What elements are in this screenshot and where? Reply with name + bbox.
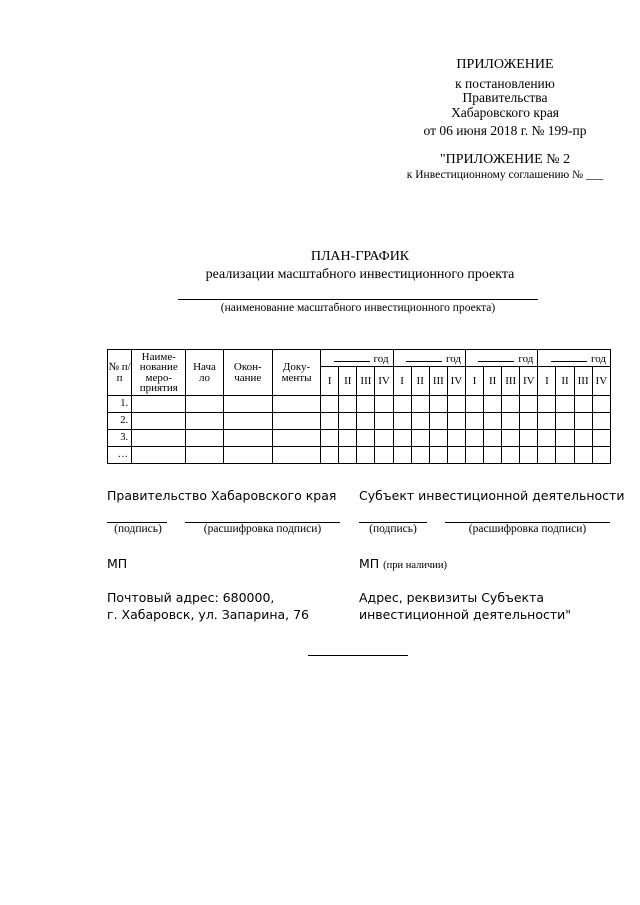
table-cell xyxy=(321,413,339,430)
table-cell xyxy=(375,447,393,464)
table-cell xyxy=(465,430,483,447)
row-number: … xyxy=(108,447,132,464)
table-cell xyxy=(393,447,411,464)
table-row xyxy=(108,413,611,430)
quarter-header: III xyxy=(357,367,375,396)
header-start: Нача ло xyxy=(186,350,223,396)
table-cell xyxy=(538,430,556,447)
table-cell xyxy=(520,430,538,447)
table-cell xyxy=(502,430,520,447)
appendix-line-1: к постановлению xyxy=(455,75,555,91)
table-cell xyxy=(223,413,272,430)
table-cell xyxy=(556,447,574,464)
project-name-line xyxy=(178,299,538,300)
right-address-line-1: Адрес, реквизиты Субъекта xyxy=(359,590,545,605)
quarter-header: IV xyxy=(447,367,465,396)
seal-note: (при наличии) xyxy=(383,560,448,571)
table-cell xyxy=(556,396,574,413)
table-cell xyxy=(375,413,393,430)
appendix-2-title: "ПРИЛОЖЕНИЕ № 2 xyxy=(439,152,571,167)
table-row xyxy=(108,430,611,447)
table-cell xyxy=(502,413,520,430)
table-cell xyxy=(429,413,447,430)
right-address xyxy=(359,589,571,623)
end-separator-line xyxy=(308,655,408,656)
header-year-3: год xyxy=(465,350,537,367)
table-cell xyxy=(592,396,610,413)
right-address-line-2: инвестиционной деятельности" xyxy=(359,607,572,622)
table-cell xyxy=(339,430,357,447)
table-cell xyxy=(592,430,610,447)
left-decode-caption: (расшифровка подписи) xyxy=(203,523,322,535)
table-cell xyxy=(520,447,538,464)
left-seal-place: МП xyxy=(107,556,128,571)
table-cell xyxy=(411,413,429,430)
right-signatory-org: Субъект инвестиционной деятельности xyxy=(359,488,625,503)
table-cell xyxy=(339,447,357,464)
row-number: 1. xyxy=(108,396,132,413)
row-number: 2. xyxy=(108,413,132,430)
table-cell xyxy=(429,396,447,413)
table-cell xyxy=(465,447,483,464)
table-cell xyxy=(357,447,375,464)
right-signature-caption: (подпись) xyxy=(369,523,417,535)
table-cell xyxy=(272,430,320,447)
table-cell xyxy=(520,413,538,430)
quarter-header: I xyxy=(538,367,556,396)
table-cell xyxy=(223,396,272,413)
left-address-line-2: г. Хабаровск, ул. Запарина, 76 xyxy=(107,607,310,622)
table-cell xyxy=(272,396,320,413)
quarter-header: II xyxy=(484,367,502,396)
table-cell xyxy=(447,447,465,464)
table-row xyxy=(108,396,611,413)
header-number: № п/п xyxy=(108,350,132,396)
table-cell xyxy=(393,396,411,413)
left-address-line-1: Почтовый адрес: 680000, xyxy=(107,590,275,605)
quarter-header: II xyxy=(411,367,429,396)
table-cell xyxy=(484,430,502,447)
table-cell xyxy=(339,413,357,430)
table-cell xyxy=(447,413,465,430)
table-cell xyxy=(411,396,429,413)
table-cell xyxy=(484,447,502,464)
quarter-header: IV xyxy=(592,367,610,396)
table-cell xyxy=(592,447,610,464)
table-cell xyxy=(186,430,223,447)
appendix-line-4: от 06 июня 2018 г. № 199-пр xyxy=(423,123,587,138)
table-cell xyxy=(484,413,502,430)
table-cell xyxy=(574,430,592,447)
plan-subtitle: реализации масштабного инвестиционного проекта xyxy=(205,267,515,282)
quarter-header: III xyxy=(574,367,592,396)
table-cell xyxy=(339,396,357,413)
table-cell xyxy=(272,447,320,464)
table-cell xyxy=(574,447,592,464)
table-cell xyxy=(538,396,556,413)
table-cell xyxy=(447,396,465,413)
table-body xyxy=(108,396,611,464)
table-cell xyxy=(429,430,447,447)
table-cell xyxy=(411,430,429,447)
table-cell xyxy=(375,430,393,447)
table-cell xyxy=(357,413,375,430)
table-cell xyxy=(393,430,411,447)
header-event-name: Наиме-нование меро-приятия xyxy=(132,350,186,396)
header-documents: Доку-менты xyxy=(272,350,320,396)
table-cell xyxy=(321,430,339,447)
table-cell xyxy=(186,447,223,464)
table-cell xyxy=(592,413,610,430)
table-cell xyxy=(321,396,339,413)
quarter-header: III xyxy=(502,367,520,396)
table-cell xyxy=(321,447,339,464)
table-cell xyxy=(447,430,465,447)
table-cell xyxy=(502,447,520,464)
project-name-caption: (наименование масштабного инвестиционного проекта) xyxy=(220,302,496,314)
appendix-title: ПРИЛОЖЕНИЕ xyxy=(456,57,554,72)
left-signatory-org: Правительство Хабаровского края xyxy=(107,488,337,503)
table-cell xyxy=(538,447,556,464)
header-year-2: год xyxy=(393,350,465,367)
right-decode-caption: (расшифровка подписи) xyxy=(468,523,587,535)
table-cell xyxy=(357,396,375,413)
table-cell xyxy=(186,396,223,413)
table-cell xyxy=(429,447,447,464)
left-address xyxy=(107,589,309,623)
plan-title: ПЛАН-ГРАФИК xyxy=(310,249,410,264)
table-row xyxy=(108,447,611,464)
table-cell xyxy=(223,430,272,447)
row-number: 3. xyxy=(108,430,132,447)
header-year-1: год xyxy=(321,350,393,367)
table-cell xyxy=(574,396,592,413)
appendix-2-subtitle: к Инвестиционному соглашению № ___ xyxy=(406,169,604,181)
table-cell xyxy=(411,447,429,464)
quarter-header: IV xyxy=(375,367,393,396)
table-cell xyxy=(186,413,223,430)
table-cell xyxy=(520,396,538,413)
quarter-header: IV xyxy=(520,367,538,396)
table-cell xyxy=(272,413,320,430)
quarter-header: I xyxy=(321,367,339,396)
left-signature-caption: (подпись) xyxy=(114,523,162,535)
quarter-header: II xyxy=(556,367,574,396)
table-cell xyxy=(465,396,483,413)
appendix-line-3: Хабаровского края xyxy=(451,104,559,120)
table-cell xyxy=(375,396,393,413)
appendix-header xyxy=(370,58,640,139)
table-cell xyxy=(357,430,375,447)
appendix-2-header xyxy=(370,152,640,183)
header-year-4: год xyxy=(538,350,611,367)
table-cell xyxy=(502,396,520,413)
table-cell xyxy=(574,413,592,430)
table-cell xyxy=(132,447,186,464)
right-seal-place: МП (при наличии) xyxy=(359,556,448,571)
quarter-header: I xyxy=(465,367,483,396)
quarter-header: I xyxy=(393,367,411,396)
table-cell xyxy=(223,447,272,464)
table-cell xyxy=(465,413,483,430)
table-cell xyxy=(393,413,411,430)
table-cell xyxy=(556,430,574,447)
header-end: Окон-чание xyxy=(223,350,272,396)
appendix-line-2: Правительства xyxy=(462,90,548,105)
table-cell xyxy=(556,413,574,430)
table-cell xyxy=(484,396,502,413)
table-cell xyxy=(132,430,186,447)
schedule-table xyxy=(107,349,611,464)
quarter-header: II xyxy=(339,367,357,396)
table-cell xyxy=(132,396,186,413)
quarter-header: III xyxy=(429,367,447,396)
table-cell xyxy=(132,413,186,430)
table-cell xyxy=(538,413,556,430)
